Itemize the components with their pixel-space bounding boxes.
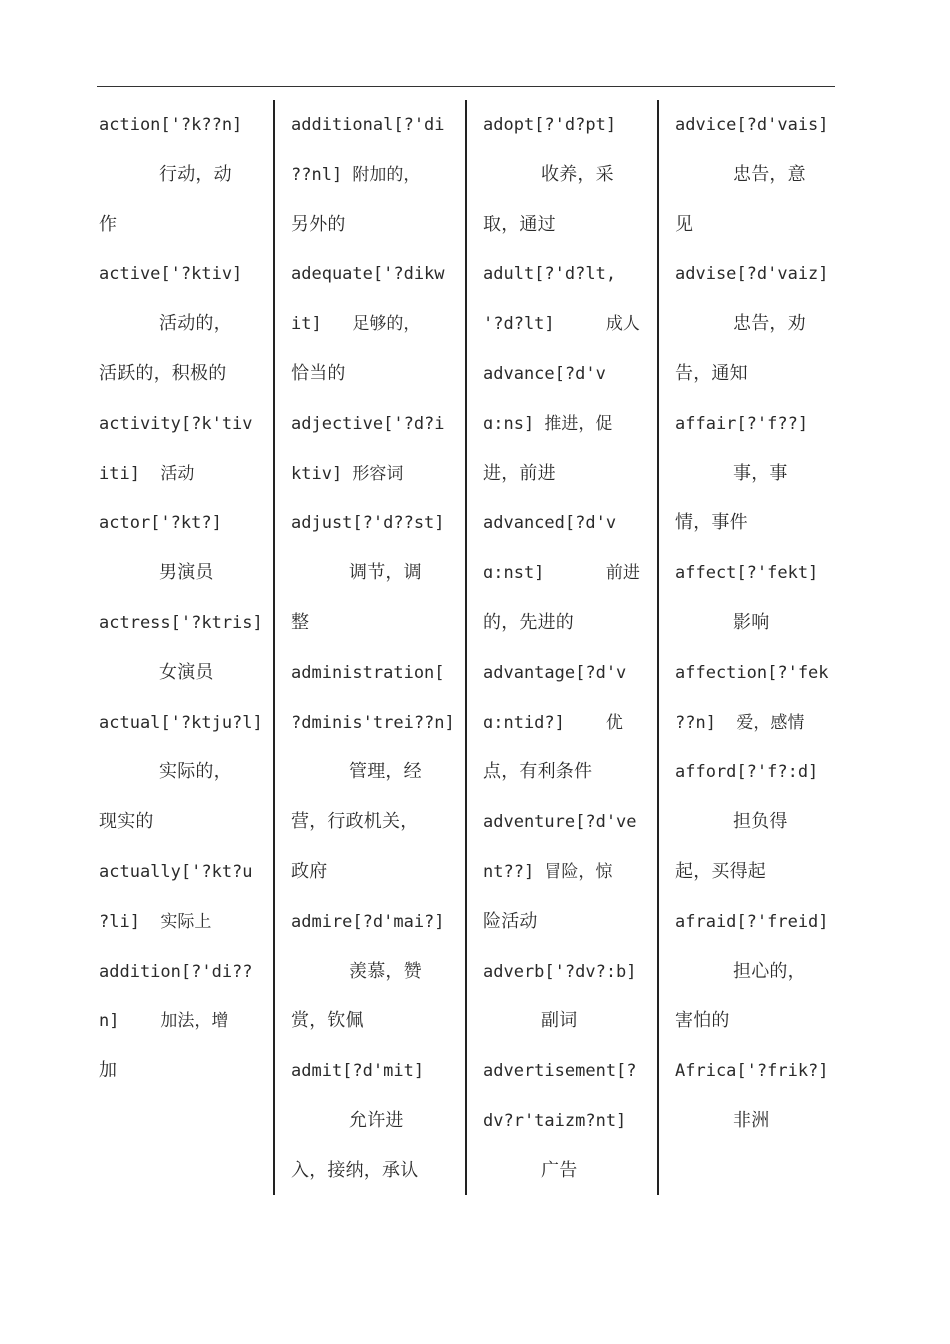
vocab-definition-line: 担负得 <box>733 811 788 833</box>
vocab-definition-line: 险活动 <box>483 910 538 932</box>
vocab-word-line: Africa['?frik?] <box>675 1061 829 1082</box>
vocab-definition-line: 活跃的，积极的 <box>99 363 227 384</box>
vocab-word-line: advise[?d'vaiz] <box>675 264 829 285</box>
vocab-definition-line: 调节，调 <box>349 562 422 584</box>
vocab-word-line: adjective['?d?i <box>291 413 445 434</box>
vocab-word-line: affair[?'f??] <box>675 413 809 434</box>
vocab-definition-line: 忠告，意 <box>733 163 806 185</box>
vocab-definition-line: 管理，经 <box>349 761 422 783</box>
vocab-word-line: actress['?ktris] <box>99 613 263 633</box>
vocab-definition-line: 实际的， <box>159 761 232 783</box>
vocab-word-line: actually['?kt?u <box>99 862 253 882</box>
vocab-definition-line: 现实的 <box>99 811 154 833</box>
vocab-definition-line: 政府 <box>291 861 328 882</box>
vocab-column-4 <box>675 100 845 1195</box>
vocab-word-line: adopt[?'d?pt] <box>483 115 617 135</box>
vocab-word-line: advantage[?d'v <box>483 662 627 683</box>
vocab-definition-line: 起，买得起 <box>675 861 766 882</box>
vocab-word-line: affect[?'fekt] <box>675 563 819 584</box>
vocab-word-line: advice[?d'vais] <box>675 115 829 135</box>
vocab-column-3 <box>483 100 653 1195</box>
vocab-word-line: adventure[?d've <box>483 812 637 833</box>
vocab-definition-line: 广告 <box>541 1159 578 1181</box>
vocab-column-2 <box>291 100 461 1195</box>
vocab-word-line: admit[?d'mit] <box>291 1061 425 1082</box>
vocab-definition-line: 忠告，劝 <box>733 313 806 335</box>
vocab-definition-line: 入，接纳，承认 <box>291 1159 419 1181</box>
vocab-definition-line: 进，前进 <box>483 462 556 484</box>
column-divider <box>273 100 275 1195</box>
vocab-definition-line: 赏，钦佩 <box>291 1010 364 1032</box>
vocab-word-line: advanced[?d'v <box>483 513 617 534</box>
vocab-word-line: additional[?'di <box>291 115 445 135</box>
vocab-definition-line: 的，先进的 <box>483 612 574 633</box>
vocab-definition-line: 营，行政机关， <box>291 811 419 833</box>
vocab-word-line: afraid[?'freid] <box>675 911 829 932</box>
vocab-word-line: active['?ktiv] <box>99 264 243 285</box>
vocab-definition-line: 事，事 <box>733 462 788 484</box>
vocab-definition-line: 整 <box>291 612 310 633</box>
vocab-word-line: dv?r'taizm?nt] <box>483 1111 627 1131</box>
vocab-word-line: iti] 活动 <box>99 463 195 484</box>
vocab-word-line: nt??] 冒险，惊 <box>483 862 613 882</box>
vocab-definition-line: 收养，采 <box>541 163 614 185</box>
vocab-definition-line: 活动的， <box>159 313 232 335</box>
vocab-definition-line: 加 <box>99 1060 118 1082</box>
vocab-word-line: addition[?'di?? <box>99 961 253 982</box>
vocab-word-line: admire[?d'mai?] <box>291 911 445 932</box>
vocab-word-line: adverb['?dv?:b] <box>483 961 637 982</box>
vocab-definition-line: 恰当的 <box>291 363 346 384</box>
vocab-definition-line: 害怕的 <box>675 1010 730 1032</box>
vocab-definition-line: 羡慕，赞 <box>349 960 422 982</box>
vocab-word-line: ɑ:ns] 推进，促 <box>483 413 613 434</box>
vocab-word-line: it] 足够的， <box>291 314 421 335</box>
column-divider <box>465 100 467 1195</box>
vocab-definition-line: 取，通过 <box>483 213 556 235</box>
vocab-word-line: actor['?kt?] <box>99 513 222 534</box>
vocab-word-line: ??n] 爱，感情 <box>675 712 805 733</box>
header-rule <box>97 86 835 87</box>
vocab-definition-line: 情，事件 <box>675 512 748 534</box>
vocab-word-line: activity[?k'tiv <box>99 413 253 434</box>
vocab-word-line: ?dminis'trei??n] <box>291 712 455 733</box>
vocab-definition-line: 另外的 <box>291 213 346 235</box>
vocab-definition-line: 副词 <box>541 1010 578 1032</box>
vocab-definition-line: 允许进 <box>349 1110 404 1131</box>
vocab-word-line: ?li] 实际上 <box>99 911 212 932</box>
vocab-definition-line: 见 <box>675 213 694 235</box>
column-divider <box>657 100 659 1195</box>
vocab-word-line: actual['?ktju?l] <box>99 712 263 733</box>
vocab-word-line: adequate['?dikw <box>291 264 445 285</box>
vocab-word-line: affection[?'fek <box>675 662 829 683</box>
vocab-word-line: ɑ:nst] 前进 <box>483 563 640 584</box>
vocab-definition-line: 非洲 <box>733 1110 770 1131</box>
vocab-word-line: n] 加法，增 <box>99 1011 229 1032</box>
vocab-word-line: ktiv] 形容词 <box>291 463 404 484</box>
vocab-definition-line: 女演员 <box>159 661 214 683</box>
vocab-word-line: action['?k??n] <box>99 115 243 135</box>
vocab-definition-line: 影响 <box>733 612 770 633</box>
vocab-definition-line: 点，有利条件 <box>483 761 593 783</box>
vocab-definition-line: 作 <box>99 213 118 235</box>
vocab-word-line: ??nl] 附加的， <box>291 164 421 185</box>
vocab-word-line: advertisement[? <box>483 1061 637 1082</box>
vocab-column-1 <box>99 100 269 1195</box>
vocab-word-line: afford[?'f?:d] <box>675 762 819 783</box>
vocab-word-line: '?d?lt] 成人 <box>483 314 640 335</box>
vocab-word-line: advance[?d'v <box>483 364 606 384</box>
vocab-definition-line: 告，通知 <box>675 363 748 384</box>
vocab-definition-line: 担心的， <box>733 960 806 982</box>
vocab-definition-line: 男演员 <box>159 562 214 584</box>
vocab-word-line: administration[ <box>291 662 445 683</box>
vocab-word-line: adjust[?'d??st] <box>291 513 445 534</box>
vocab-word-line: ɑ:ntid?] 优 <box>483 712 623 733</box>
vocab-word-line: adult[?'d?lt, <box>483 264 617 285</box>
vocab-definition-line: 行动，动 <box>159 163 232 185</box>
